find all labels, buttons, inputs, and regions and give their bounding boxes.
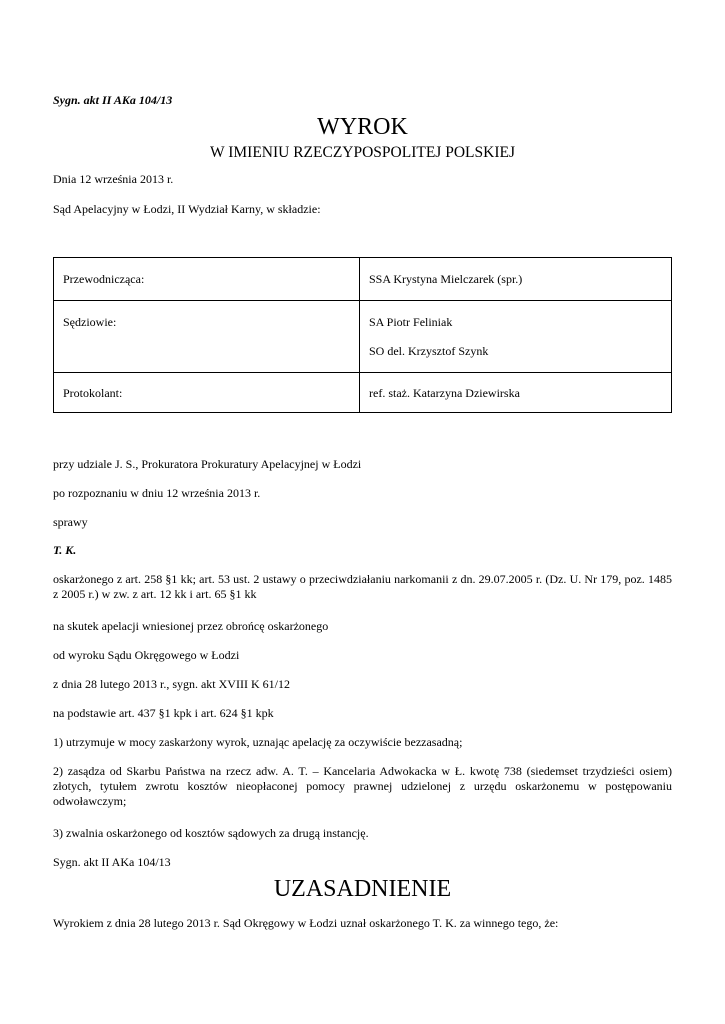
- panel-label-clerk: Protokolant:: [63, 386, 123, 400]
- prosecutor-line: przy udziale J. S., Prokuratora Prokuratury Apelacyjnej w Łodzi: [53, 457, 362, 471]
- panel-value-clerk: ref. staż. Katarzyna Dziewirska: [369, 386, 520, 400]
- panel-column-divider: [359, 258, 360, 412]
- panel-value-chair: SSA Krystyna Mielczarek (spr.): [369, 272, 523, 286]
- date-line: Dnia 12 września 2013 r.: [53, 172, 174, 186]
- case-number-top: Sygn. akt II AKa 104/13: [53, 93, 173, 107]
- ruling-item-3: 3) zwalnia oskarżonego od kosztów sądowych za drugą instancję.: [53, 826, 369, 840]
- court-line: Sąd Apelacyjny w Łodzi, II Wydział Karny, w składzie:: [53, 202, 321, 216]
- panel-label-judges: Sędziowie:: [63, 315, 117, 329]
- verdict-subtitle: W IMIENIU RZECZYPOSPOLITEJ POLSKIEJ: [210, 144, 515, 161]
- ruling-item-1: 1) utrzymuje w mocy zaskarżony wyrok, uznając apelację za oczywiście bezzasadną;: [53, 735, 463, 749]
- verdict-title: WYROK: [317, 114, 408, 140]
- justification-first-line: Wyrokiem z dnia 28 lutego 2013 r. Sąd Okręgowy w Łodzi uznał oskarżonego T. K. za winnego tego, że:: [53, 916, 559, 930]
- panel-value-judge-2: SO del. Krzysztof Szynk: [369, 344, 489, 358]
- from-judgment-line: od wyroku Sądu Okręgowego w Łodzi: [53, 648, 240, 662]
- ruling-item-2: 2) zasądza od Skarbu Państwa na rzecz adw. A. T. – Kancelaria Adwokacka w Ł. kwotę 738 (siedemset trzydzieści osiem) złotych, tytułem zwrotu kosztów nieopłaconej pomocy prawnej udzielonej z urzędu oskarżonemu w postępowaniu odwoławczym;: [53, 764, 672, 808]
- case-word: sprawy: [53, 515, 88, 529]
- charges-paragraph: oskarżonego z art. 258 §1 kk; art. 53 ust. 2 ustawy o przeciwdziałaniu narkomanii z dn. 29.07.2005 r. (Dz. U. Nr 179, poz. 1485 z 2005 r.) w zw. z art. 12 kk i art. 65 §1 kk: [53, 572, 672, 601]
- defendant-name: T. K.: [53, 543, 77, 557]
- legal-basis-line: na podstawie art. 437 §1 kpk i art. 624 §1 kpk: [53, 706, 274, 720]
- panel-value-judge-1: SA Piotr Feliniak: [369, 315, 453, 329]
- judgment-date-line: z dnia 28 lutego 2013 r., sygn. akt XVIII K 61/12: [53, 677, 290, 691]
- case-number-bottom: Sygn. akt II AKa 104/13: [53, 855, 171, 869]
- appeal-line: na skutek apelacji wniesionej przez obrońcę oskarżonego: [53, 619, 329, 633]
- panel-row-divider: [54, 372, 671, 373]
- panel-label-chair: Przewodnicząca:: [63, 272, 145, 286]
- panel-row-divider: [54, 300, 671, 301]
- hearing-line: po rozpoznaniu w dniu 12 września 2013 r.: [53, 486, 261, 500]
- justification-title: UZASADNIENIE: [273, 876, 452, 902]
- panel-table: [53, 257, 672, 413]
